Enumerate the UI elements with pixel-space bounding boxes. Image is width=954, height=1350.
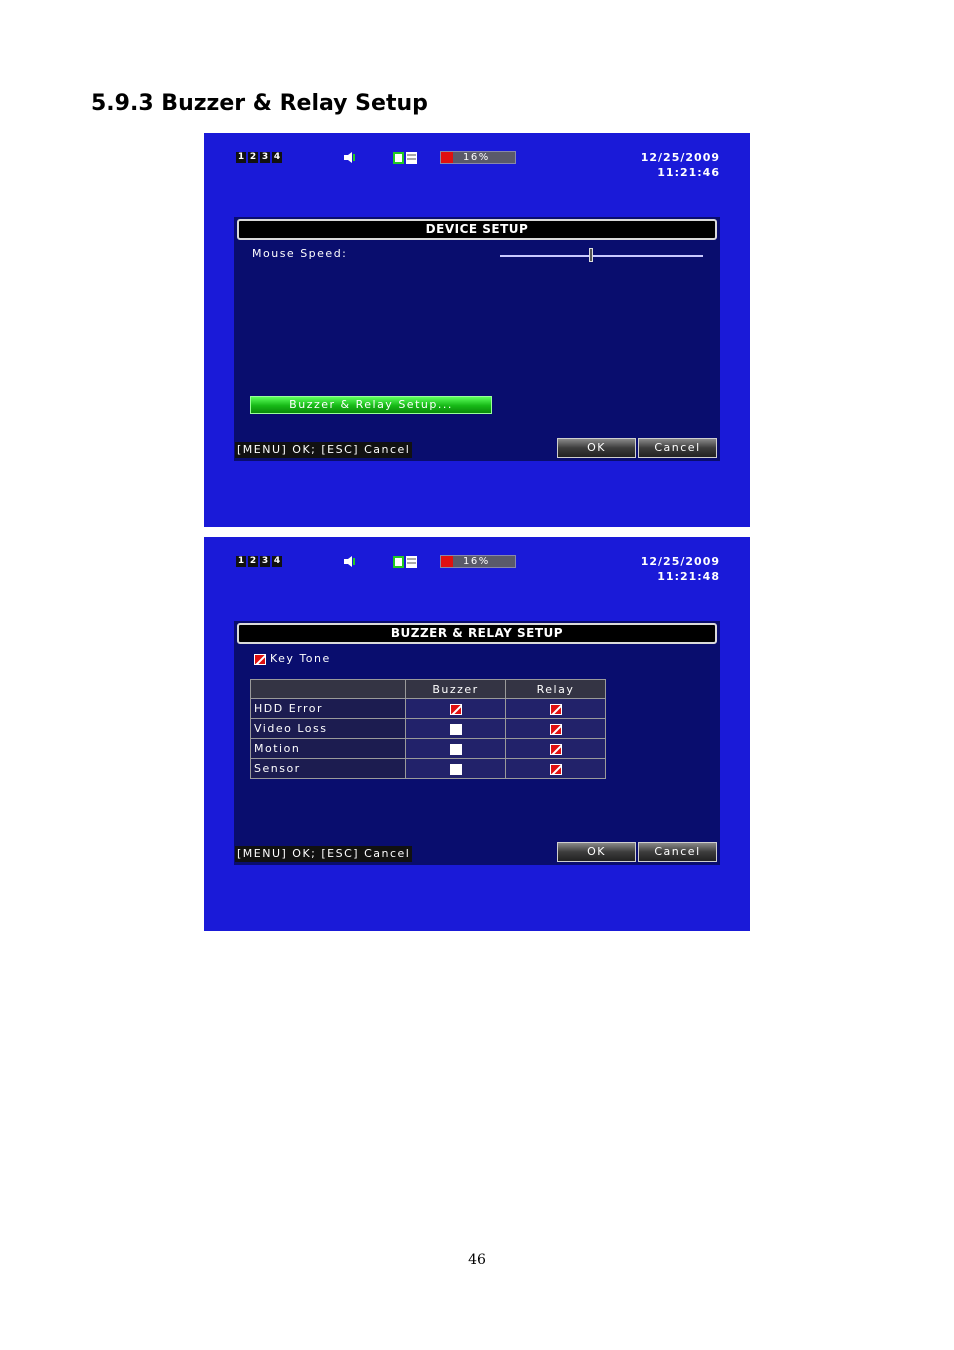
relay-cell [506,719,606,739]
relay-cell [506,699,606,719]
ok-button[interactable]: OK [557,842,636,862]
channel-1: 1 [237,152,245,162]
datetime [641,554,720,584]
cancel-button[interactable]: Cancel [638,438,717,458]
hdd-usage-text: 16% [463,556,490,567]
time: 11:21:48 [657,570,720,583]
record-icon [393,152,417,164]
buzzer-checkbox[interactable] [450,764,462,775]
hdd-usage-bar [440,555,516,568]
device-setup-screenshot [204,133,750,527]
panel-title: DEVICE SETUP [237,219,717,240]
relay-checkbox[interactable] [550,704,562,715]
table-row [251,699,606,719]
relay-checkbox[interactable] [550,744,562,755]
table-row [251,719,606,739]
datetime [641,150,720,180]
table-header-row [251,680,606,699]
cancel-button[interactable]: Cancel [638,842,717,862]
buzzer-cell [406,759,506,779]
hdd-usage-text: 16% [463,152,490,163]
buzzer-cell [406,719,506,739]
relay-cell [506,739,606,759]
key-hint: [MENU] OK; [ESC] Cancel [237,847,411,860]
table-header-blank [251,680,406,699]
slider-handle[interactable] [589,248,593,262]
speaker-icon [344,152,355,163]
key-hint: [MENU] OK; [ESC] Cancel [237,443,411,456]
page-number: 46 [468,1252,486,1268]
row-label: Sensor [251,759,406,779]
speaker-icon [344,556,355,567]
buzzer-cell [406,739,506,759]
page-heading: 5.9.3 Buzzer & Relay Setup [91,91,428,116]
alarm-output-table [250,679,606,779]
channel-4: 4 [273,556,281,566]
channel-4: 4 [273,152,281,162]
panel-title: BUZZER & RELAY SETUP [237,623,717,644]
channel-1: 1 [237,556,245,566]
buzzer-cell [406,699,506,719]
table-row [251,739,606,759]
time: 11:21:46 [657,166,720,179]
date: 12/25/2009 [640,151,720,164]
mouse-speed-slider[interactable] [500,255,703,257]
record-icon [393,556,417,568]
relay-checkbox[interactable] [550,724,562,735]
ok-button[interactable]: OK [557,438,636,458]
date: 12/25/2009 [640,555,720,568]
row-label: Motion [251,739,406,759]
buzzer-checkbox[interactable] [450,744,462,755]
buzzer-checkbox[interactable] [450,724,462,735]
channel-indicator [236,556,282,567]
channel-2: 2 [249,152,257,162]
column-header-buzzer: Buzzer [406,680,506,699]
channel-2: 2 [249,556,257,566]
channel-3: 3 [261,152,269,162]
buzzer-relay-setup-screenshot [204,537,750,931]
relay-checkbox[interactable] [550,764,562,775]
table-row [251,759,606,779]
buzzer-checkbox[interactable] [450,704,462,715]
column-header-relay: Relay [506,680,606,699]
relay-cell [506,759,606,779]
buzzer-relay-setup-button[interactable]: Buzzer & Relay Setup... [250,396,492,414]
hdd-usage-bar [440,151,516,164]
row-label: Video Loss [251,719,406,739]
channel-3: 3 [261,556,269,566]
key-tone-label: Key Tone [270,652,331,665]
hdd-usage-fill [441,556,453,567]
hdd-usage-fill [441,152,453,163]
mouse-speed-label: Mouse Speed: [252,247,348,260]
row-label: HDD Error [251,699,406,719]
channel-indicator [236,152,282,163]
key-tone-checkbox[interactable] [254,654,266,665]
